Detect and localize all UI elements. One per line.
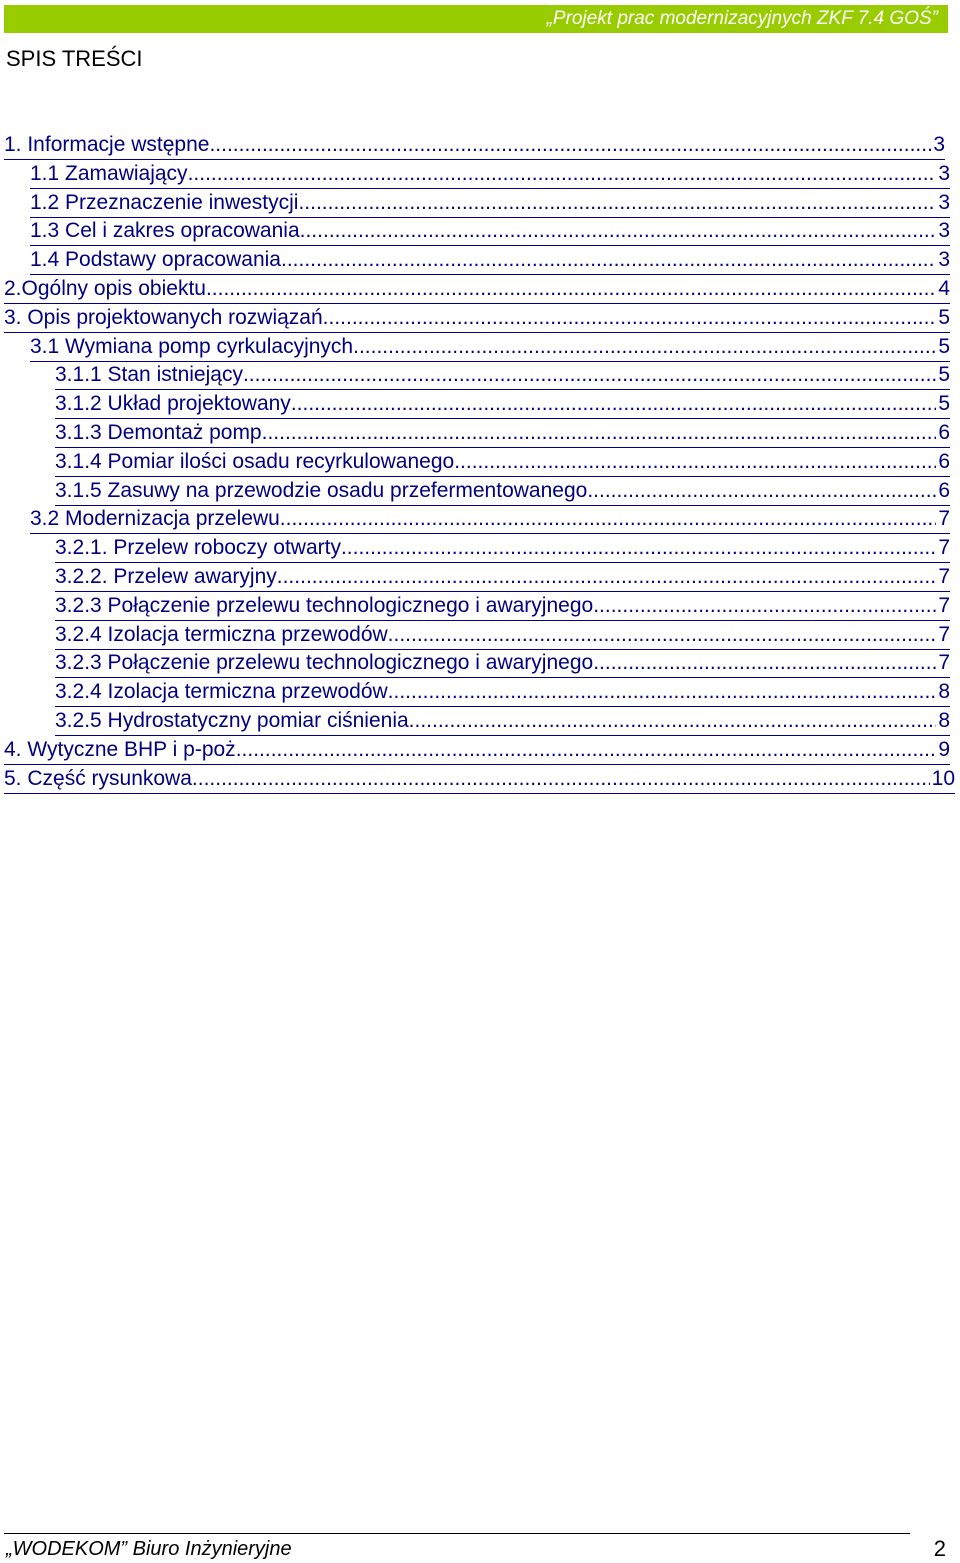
toc-entry-label: 3.2.3 Połączenie przelewu technologicznego i awaryjnego xyxy=(55,593,594,617)
toc-entry-label: 3.1 Wymiana pomp cyrkulacyjnych xyxy=(30,334,354,358)
toc-leader-dots xyxy=(454,449,936,475)
toc-entry-label: 3.2.3 Połączenie przelewu technologicznego i awaryjnego xyxy=(55,651,594,675)
toc-entry[interactable] xyxy=(55,478,950,506)
toc-entry-page: 3 xyxy=(938,248,950,272)
toc-leader-dots xyxy=(206,276,936,302)
toc-entry-page: 7 xyxy=(938,536,950,560)
toc-leader-dots xyxy=(341,535,936,561)
toc-entry-page: 5 xyxy=(938,305,950,329)
toc-entry[interactable] xyxy=(55,391,950,419)
toc-entry-page: 6 xyxy=(938,449,950,473)
toc-entry-label: 1.3 Cel i zakres opracowania xyxy=(30,219,300,243)
toc-leader-dots xyxy=(388,679,937,705)
toc-leader-dots xyxy=(236,737,937,763)
toc-leader-dots xyxy=(262,420,937,446)
footer-page-number: 2 xyxy=(933,1536,946,1561)
toc-leader-dots xyxy=(188,161,937,187)
toc-entry[interactable] xyxy=(4,132,945,160)
toc-entry-page: 7 xyxy=(938,507,950,531)
footer-divider xyxy=(4,1533,910,1534)
toc-entry-page: 5 xyxy=(938,334,950,358)
toc-entry-label: 1.2 Przeznaczenie inwestycji xyxy=(30,190,299,214)
toc-leader-dots xyxy=(353,334,936,360)
toc-entry[interactable] xyxy=(55,535,950,563)
toc-entry-page: 10 xyxy=(931,766,955,790)
toc-entry[interactable] xyxy=(30,247,950,275)
toc-leader-dots xyxy=(209,132,931,158)
toc-entry-page: 7 xyxy=(938,622,950,646)
toc-entry[interactable] xyxy=(55,622,950,650)
toc-entry-page: 9 xyxy=(938,737,950,761)
toc-entry-label: 3.1.2 Układ projektowany xyxy=(55,392,291,416)
toc-entry-page: 5 xyxy=(938,392,950,416)
toc-entry-page: 6 xyxy=(938,421,950,444)
toc-entry-label: 3.1.1 Stan istniejący xyxy=(55,363,243,387)
toc-entry-label: 3.2.4 Izolacja termiczna przewodów xyxy=(55,622,388,646)
toc-entry[interactable] xyxy=(4,766,955,794)
toc-entry-label: 3.1.3 Demontaż pomp xyxy=(55,421,262,444)
toc-entry[interactable] xyxy=(55,650,950,678)
toc-leader-dots xyxy=(300,218,937,244)
footer-company: „WODEKOM” Biuro Inżynieryjne xyxy=(6,1538,292,1560)
toc-leader-dots xyxy=(587,478,936,504)
toc-entry[interactable] xyxy=(30,334,950,362)
toc-entry-page: 3 xyxy=(938,190,950,214)
toc-leader-dots xyxy=(593,650,936,676)
toc-entry[interactable] xyxy=(55,449,950,477)
toc-entry-label: 3.1.4 Pomiar ilości osadu recyrkulowanego xyxy=(55,449,455,473)
header-bar xyxy=(4,5,948,33)
toc-leader-dots xyxy=(243,362,936,388)
toc-entry-page: 6 xyxy=(938,478,950,502)
toc-entry-label: 2.Ogólny opis obiektu xyxy=(4,277,206,300)
toc-leader-dots xyxy=(298,190,936,216)
toc-entry-label: 1.4 Podstawy opracowania xyxy=(30,248,281,272)
toc-entry-page: 7 xyxy=(938,593,950,617)
toc-entry[interactable] xyxy=(4,737,950,765)
toc-entry[interactable] xyxy=(30,506,950,534)
toc-entry-label: 3. Opis projektowanych rozwiązań xyxy=(4,305,323,329)
toc-entry-label: 3.2.1. Przelew roboczy otwarty xyxy=(55,536,341,560)
toc-entry[interactable] xyxy=(30,218,950,246)
toc-entry-label: 3.1.5 Zasuwy na przewodzie osadu przefermentowanego xyxy=(55,478,588,502)
header-title: „Projekt prac modernizacyjnych ZKF 7.4 GOŚ” xyxy=(546,8,938,29)
toc-leader-dots xyxy=(323,305,937,331)
toc-title: SPIS TREŚCI xyxy=(6,46,143,71)
toc-entry-page: 3 xyxy=(938,161,950,185)
toc-entry-label: 1. Informacje wstępne xyxy=(4,133,210,156)
toc-entry[interactable] xyxy=(55,679,950,707)
toc-leader-dots xyxy=(593,593,936,619)
toc-leader-dots xyxy=(280,506,937,532)
toc-entry[interactable] xyxy=(4,305,950,333)
toc-entry-label: 3.2 Modernizacja przelewu xyxy=(30,507,280,531)
toc-entry[interactable] xyxy=(55,708,950,736)
toc-entry-page: 5 xyxy=(938,363,950,387)
toc-entry[interactable] xyxy=(55,362,950,390)
toc-entry-label: 3.2.5 Hydrostatyczny pomiar ciśnienia xyxy=(55,709,409,732)
toc-entry-page: 8 xyxy=(938,709,950,732)
toc-entry-page: 3 xyxy=(933,133,945,156)
toc-entry-label: 4. Wytyczne BHP i p-poż xyxy=(4,737,236,761)
toc-entry-page: 7 xyxy=(938,565,950,588)
toc-entry-page: 3 xyxy=(938,219,950,243)
toc-entry-page: 8 xyxy=(938,680,950,704)
toc-entry[interactable] xyxy=(55,564,950,592)
toc-leader-dots xyxy=(388,622,937,648)
toc-leader-dots xyxy=(192,766,930,792)
toc-leader-dots xyxy=(277,564,937,590)
toc-entry[interactable] xyxy=(55,420,950,448)
toc-entry-page: 7 xyxy=(938,651,950,675)
toc-entry-label: 3.2.4 Izolacja termiczna przewodów xyxy=(55,680,388,704)
toc-leader-dots xyxy=(291,391,937,417)
toc-entry[interactable] xyxy=(4,276,950,304)
toc-entry-page: 4 xyxy=(938,277,950,300)
toc-entry-label: 5. Część rysunkowa xyxy=(4,766,192,790)
toc-entry[interactable] xyxy=(30,190,950,218)
toc-entry-label: 3.2.2. Przelew awaryjny xyxy=(55,565,277,588)
toc-entry[interactable] xyxy=(55,593,950,621)
toc-leader-dots xyxy=(281,247,936,273)
toc-entry-label: 1.1 Zamawiający xyxy=(30,161,188,185)
toc-entry[interactable] xyxy=(30,161,950,189)
toc-leader-dots xyxy=(409,708,937,734)
